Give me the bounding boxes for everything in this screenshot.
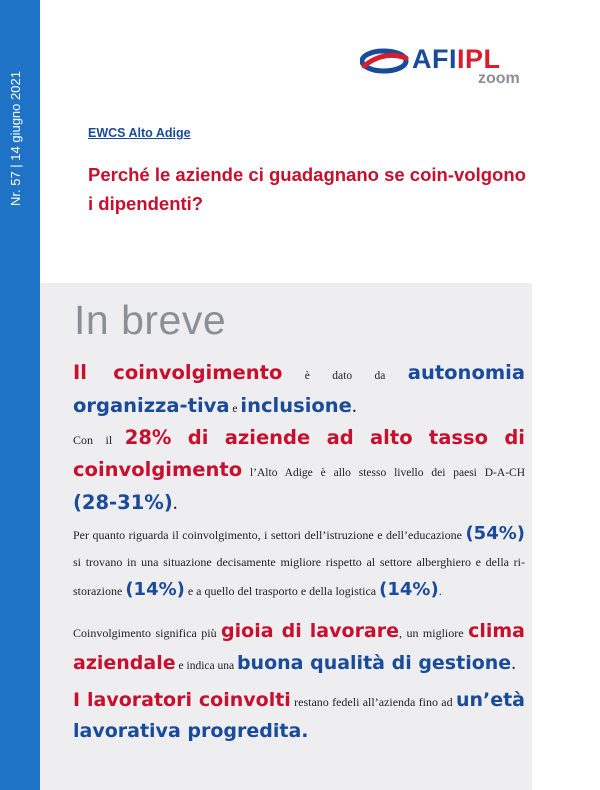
text: si trovano in una situazione decisamente migliore rispetto al settore alberghiero e della ri-storazione [73,555,525,598]
issue-label: Nr. 57 | 14 giugno 2021 [8,71,23,206]
text: è dato da [282,370,408,382]
highlight: (54%) [465,523,525,544]
highlight: inclusione [240,394,352,417]
text: . [351,396,357,417]
highlight: I lavoratori coinvolti [73,689,291,711]
issue-sidebar [0,0,40,790]
logo-ipl: IPL [457,44,501,74]
text: Coinvolgimento significa più [73,626,222,640]
highlight: (14%) [125,579,185,600]
highlight: buona qualità di gestione [236,652,512,674]
highlight: (14%) [379,579,439,600]
logo-afi: AFI [412,44,457,74]
summary-paragraph-2 [73,423,525,519]
highlight: (28-31%) [73,491,173,514]
highlight: un’età lavorativa progredita. [73,689,525,742]
highlight: 28% di aziende ad alto tasso di coinvolgimento [73,426,525,481]
summary-paragraph-1 [73,358,525,424]
highlight: autonomia organizza-tiva [73,361,525,417]
summary-paragraph-4 [73,616,525,681]
text: , un migliore [399,626,469,640]
text: e [229,403,241,415]
highlight: Il coinvolgimento [73,361,283,384]
text: l’Alto Adige è allo stesso livello dei paesi D-A-CH [242,467,525,479]
page-title: Perché le aziende ci guadagnano se coin-volgono i dipendenti? [88,164,526,214]
summary-title: In breve [74,297,227,343]
text: . [511,653,516,674]
kicker-link[interactable]: EWCS Alto Adige [88,126,191,140]
text: . [172,493,178,514]
summary-paragraph-3 [73,520,525,605]
highlight: gioia di lavorare [221,620,400,642]
text: e indica una [175,660,237,672]
text: e a quello del trasporto e della logistica [184,584,380,598]
swoosh-icon [360,46,410,76]
text: Per quanto riguarda il coinvolgimento, i settori dell’istruzione e dell’educazione [73,528,466,542]
logo-zoom: zoom [478,70,520,87]
text: Con il [73,433,125,447]
afi-ipl-logo [360,44,530,90]
highlight: clima aziendale [73,620,525,674]
summary-paragraph-5 [73,686,525,746]
text: . [438,584,442,598]
text: restano fedeli all’azienda fino ad [290,695,456,709]
